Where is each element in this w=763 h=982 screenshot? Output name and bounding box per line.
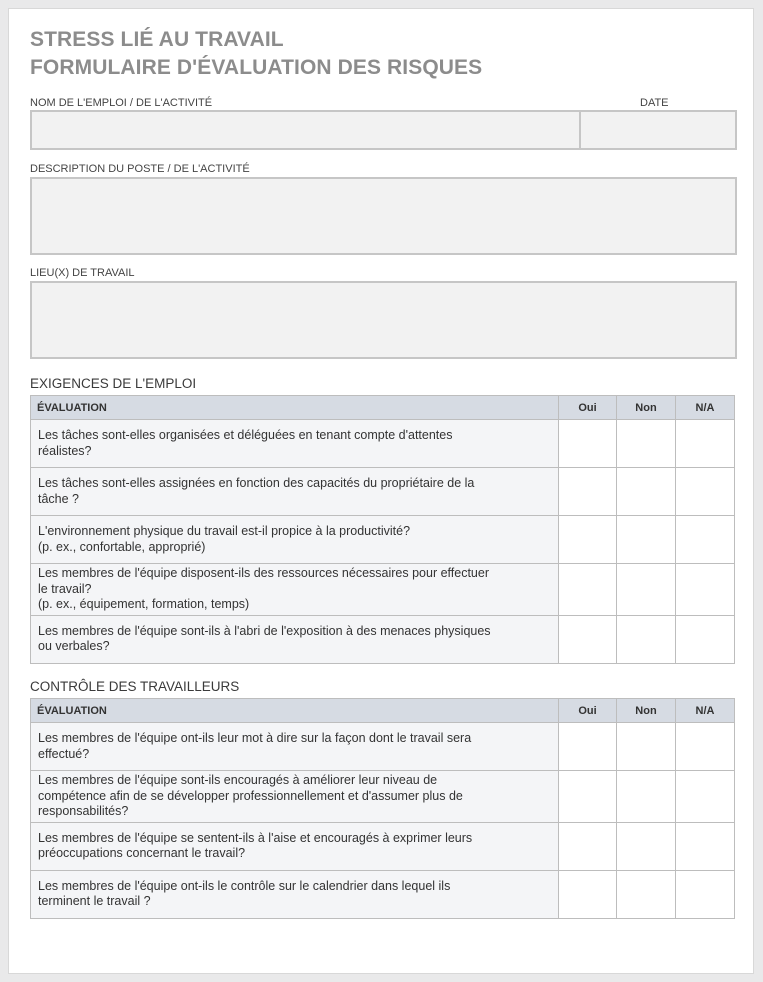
- description-field[interactable]: [30, 177, 737, 255]
- header-na: N/A: [676, 699, 735, 723]
- question-cell: [31, 564, 559, 616]
- header-yes: Oui: [559, 396, 617, 420]
- answer-no-cell[interactable]: [617, 771, 676, 823]
- question-text-line: Les tâches sont-elles organisées et déléguées en tenant compte d'attentes: [38, 428, 453, 442]
- table-row: [31, 870, 735, 918]
- question-text-line: préoccupations concernant le travail?: [38, 846, 246, 860]
- question-text-line: terminent le travail ?: [38, 894, 151, 908]
- answer-yes-cell[interactable]: [559, 615, 617, 663]
- answer-yes-cell[interactable]: [559, 516, 617, 564]
- answer-na-cell[interactable]: [676, 420, 735, 468]
- answer-na-cell[interactable]: [676, 771, 735, 823]
- answer-yes-cell[interactable]: [559, 564, 617, 616]
- title-line-2: FORMULAIRE D'ÉVALUATION DES RISQUES: [30, 56, 483, 79]
- answer-no-cell[interactable]: [617, 564, 676, 616]
- question-cell: [31, 723, 559, 771]
- date-field[interactable]: [579, 110, 737, 150]
- answer-no-cell[interactable]: [617, 615, 676, 663]
- answer-no-cell[interactable]: [617, 723, 676, 771]
- table-row: [31, 564, 735, 616]
- question-text-line: tâche ?: [38, 491, 80, 506]
- header-no: Non: [617, 396, 676, 420]
- question-cell: [31, 870, 559, 918]
- answer-na-cell[interactable]: [676, 516, 735, 564]
- date-label: DATE: [640, 97, 669, 109]
- job-demands-table: [30, 395, 735, 664]
- answer-yes-cell[interactable]: [559, 723, 617, 771]
- header-evaluation: ÉVALUATION: [31, 396, 559, 420]
- question-cell: [31, 615, 559, 663]
- question-text-line: Les tâches sont-elles assignées en fonction des capacités du propriétaire de la: [38, 476, 475, 490]
- description-label: DESCRIPTION DU POSTE / DE L'ACTIVITÉ: [30, 163, 250, 175]
- question-text-line: effectué?: [38, 746, 90, 761]
- question-text-line: responsabilités?: [38, 804, 129, 818]
- question-text-line: compétence afin de se développer professionnellement et d'assumer plus de: [38, 788, 463, 803]
- answer-no-cell[interactable]: [617, 516, 676, 564]
- table-row: [31, 468, 735, 516]
- answer-yes-cell[interactable]: [559, 468, 617, 516]
- table-row: [31, 771, 735, 823]
- answer-yes-cell[interactable]: [559, 420, 617, 468]
- header-na: N/A: [676, 396, 735, 420]
- question-cell: [31, 771, 559, 823]
- location-field[interactable]: [30, 281, 737, 359]
- answer-no-cell[interactable]: [617, 468, 676, 516]
- question-text-line: le travail?: [38, 581, 92, 596]
- answer-yes-cell[interactable]: [559, 870, 617, 918]
- question-text-line: (p. ex., équipement, formation, temps): [38, 597, 250, 611]
- answer-na-cell[interactable]: [676, 723, 735, 771]
- question-cell: [31, 516, 559, 564]
- question-text-line: Les membres de l'équipe sont-ils à l'abri de l'exposition à des menaces physiques: [38, 623, 491, 638]
- answer-no-cell[interactable]: [617, 420, 676, 468]
- table-row: [31, 615, 735, 663]
- question-text-line: Les membres de l'équipe se sentent-ils à l'aise et encouragés à exprimer leurs: [38, 830, 473, 845]
- answer-na-cell[interactable]: [676, 822, 735, 870]
- answer-na-cell[interactable]: [676, 870, 735, 918]
- question-text-line: Les membres de l'équipe disposent-ils des ressources nécessaires pour effectuer: [38, 566, 490, 580]
- question-text-line: ou verbales?: [38, 639, 110, 653]
- question-text-line: Les membres de l'équipe ont-ils leur mot à dire sur la façon dont le travail sera: [38, 731, 472, 745]
- answer-no-cell[interactable]: [617, 822, 676, 870]
- form-title: [30, 26, 482, 82]
- job-name-field[interactable]: [30, 110, 582, 150]
- table-row: [31, 420, 735, 468]
- answer-na-cell[interactable]: [676, 468, 735, 516]
- table-header-row: [31, 699, 735, 723]
- table-header-row: [31, 396, 735, 420]
- form-page: [8, 8, 754, 974]
- title-line-1: STRESS LIÉ AU TRAVAIL: [30, 28, 284, 51]
- answer-yes-cell[interactable]: [559, 771, 617, 823]
- answer-no-cell[interactable]: [617, 870, 676, 918]
- answer-na-cell[interactable]: [676, 564, 735, 616]
- header-no: Non: [617, 699, 676, 723]
- header-evaluation: ÉVALUATION: [31, 699, 559, 723]
- table-row: [31, 723, 735, 771]
- job-name-label: NOM DE L'EMPLOI / DE L'ACTIVITÉ: [30, 97, 213, 109]
- question-cell: [31, 822, 559, 870]
- question-text-line: L'environnement physique du travail est-il propice à la productivité?: [38, 524, 411, 538]
- table-row: [31, 822, 735, 870]
- table-row: [31, 516, 735, 564]
- location-label: LIEU(X) DE TRAVAIL: [30, 267, 135, 279]
- question-cell: [31, 468, 559, 516]
- header-yes: Oui: [559, 699, 617, 723]
- answer-na-cell[interactable]: [676, 615, 735, 663]
- question-text-line: (p. ex., confortable, approprié): [38, 539, 206, 554]
- question-text-line: réalistes?: [38, 443, 92, 458]
- answer-yes-cell[interactable]: [559, 822, 617, 870]
- question-cell: [31, 420, 559, 468]
- section-job-demands-title: EXIGENCES DE L'EMPLOI: [30, 376, 197, 391]
- section-worker-control-title: CONTRÔLE DES TRAVAILLEURS: [30, 679, 240, 694]
- question-text-line: Les membres de l'équipe ont-ils le contrôle sur le calendrier dans lequel ils: [38, 878, 451, 893]
- question-text-line: Les membres de l'équipe sont-ils encouragés à améliorer leur niveau de: [38, 773, 438, 787]
- worker-control-table: [30, 698, 735, 919]
